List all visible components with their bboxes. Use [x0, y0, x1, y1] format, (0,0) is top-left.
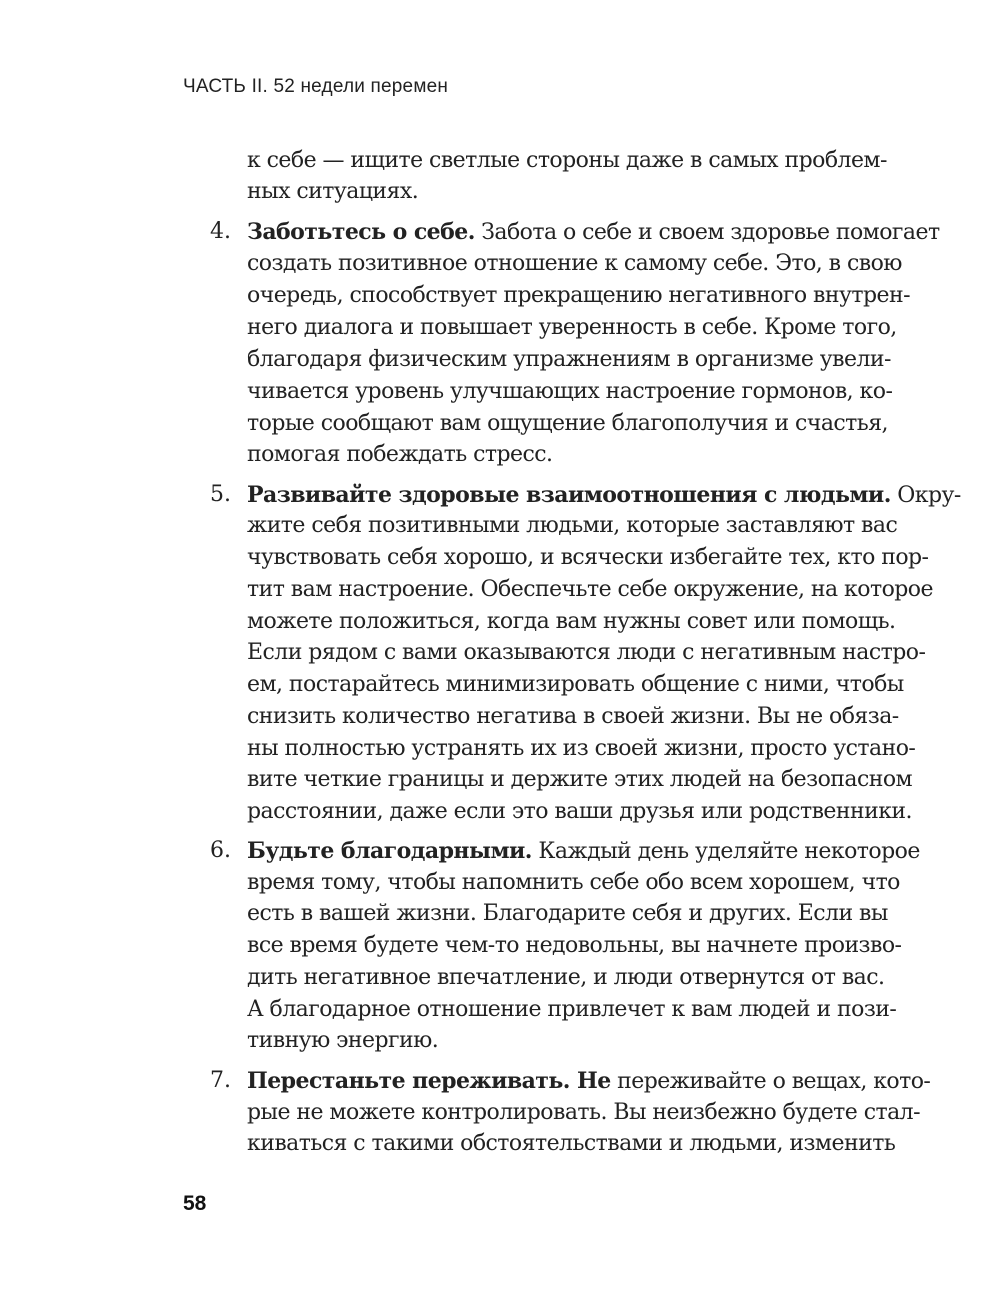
continuation-line: к себе — ищите светлые стороны даже в самых проблем-: [247, 148, 887, 173]
continuation-line: ных ситуациях.: [247, 179, 419, 204]
list-item-line: дить негативное впечатление, и люди отвернутся от вас.: [247, 965, 885, 990]
list-item-number: 4.: [210, 219, 231, 244]
page-number: 58: [183, 1192, 207, 1215]
list-item-number: 5.: [210, 482, 231, 507]
list-item-line: рые не можете контролировать. Вы неизбежно будете стал-: [247, 1100, 920, 1125]
list-item-line: очередь, способствует прекращению негативного внутрен-: [247, 283, 911, 308]
list-item-text: Каждый день уделяйте некоторое: [531, 839, 920, 864]
list-item-line: тивную энергию.: [247, 1028, 439, 1053]
list-item-number: 6.: [210, 838, 231, 863]
list-item-line: торые сообщают вам ощущение благополучия и счастья,: [247, 411, 888, 436]
list-item-line: благодаря физическим упражнениям в организме увели-: [247, 347, 891, 372]
list-item-line: чивается уровень улучшающих настроение гормонов, ко-: [247, 379, 893, 404]
list-item-line: тит вам настроение. Обеспечьте себе окружение, на которое: [247, 577, 933, 602]
list-item-heading: Перестаньте переживать. Не: [247, 1068, 611, 1094]
list-item-number: 7.: [210, 1068, 231, 1093]
list-item-line: время тому, чтобы напомнить себе обо всем хорошем, что: [247, 870, 900, 895]
list-item-line: чувствовать себя хорошо, и всячески избегайте тех, кто пор-: [247, 545, 929, 570]
list-item-line: расстоянии, даже если это ваши друзья или родственники.: [247, 799, 912, 824]
running-head: ЧАСТЬ II. 52 недели перемен: [183, 76, 449, 97]
list-item-line: есть в вашей жизни. Благодарите себя и других. Если вы: [247, 901, 888, 926]
list-item-line: ем, постарайтесь минимизировать общение с ними, чтобы: [247, 672, 904, 697]
list-item-line: создать позитивное отношение к самому себе. Это, в свою: [247, 251, 902, 276]
list-item-line: Если рядом с вами оказываются люди с негативным настро-: [247, 640, 926, 665]
list-item-line: него диалога и повышает уверенность в себе. Кроме того,: [247, 315, 897, 340]
list-item-first-line: [247, 217, 940, 247]
list-item-line: снизить количество негатива в своей жизни. Вы не обяза-: [247, 704, 899, 729]
list-item-first-line: [247, 480, 961, 510]
list-item-first-line: [247, 1066, 931, 1096]
list-item-line: помогая побеждать стресс.: [247, 442, 553, 467]
list-item-text: Окру-: [890, 483, 961, 508]
list-item-text: переживайте о вещах, кото-: [610, 1069, 931, 1094]
list-item-line: можете положиться, когда вам нужны совет или помощь.: [247, 609, 896, 634]
list-item-line: киваться с такими обстоятельствами и людьми, изменить: [247, 1131, 896, 1156]
list-item-text: Забота о себе и своем здоровье помогает: [474, 220, 940, 245]
list-item-line: ны полностью устранять их из своей жизни, просто устано-: [247, 736, 916, 761]
list-item-heading: Развивайте здоровые взаимоотношения с людьми.: [247, 482, 891, 508]
list-item-line: все время будете чем-то недовольны, вы начнете произво-: [247, 933, 902, 958]
list-item-first-line: [247, 836, 920, 866]
list-item-line: вите четкие границы и держите этих людей на безопасном: [247, 767, 913, 792]
list-item-line: А благодарное отношение привлечет к вам людей и пози-: [247, 997, 897, 1022]
list-item-heading: Заботьтесь о себе.: [247, 219, 475, 245]
list-item-line: жите себя позитивными людьми, которые заставляют вас: [247, 513, 898, 538]
list-item-heading: Будьте благодарными.: [247, 838, 532, 864]
